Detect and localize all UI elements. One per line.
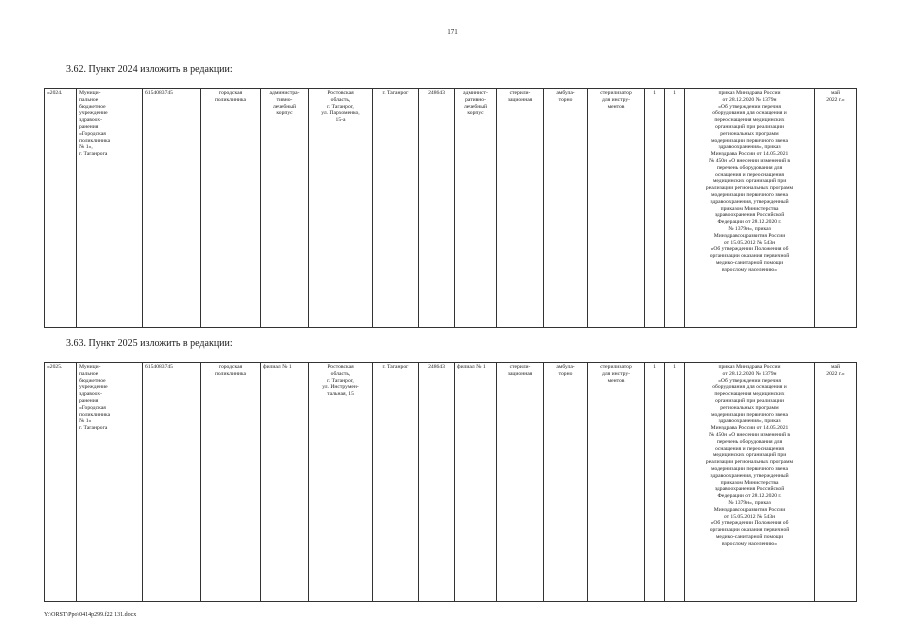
cell-unit-2: админист- ративно- лечебный корпус — [455, 89, 497, 328]
cell-unit: администра- тивно- лечебный корпус — [261, 89, 309, 328]
cell-quantity-1: 1 — [645, 363, 665, 602]
cell-quantity-2: 1 — [665, 363, 685, 602]
cell-number: «2024. — [45, 89, 77, 328]
table-item-2024 — [44, 88, 857, 328]
section-heading-2024: 3.62. Пункт 2024 изложить в редакции: — [66, 64, 233, 75]
cell-organization: Муници- пальное бюджетное учреждение здравоох- ранения «Городская поликлиника № 1» г. Таганрога — [77, 363, 143, 602]
cell-city: г. Таганрог — [373, 363, 419, 602]
cell-org-type: городская поликлиника — [201, 89, 261, 328]
cell-number: «2025. — [45, 363, 77, 602]
cell-department: стерили- зационная — [497, 363, 544, 602]
cell-quantity-1: 1 — [645, 89, 665, 328]
cell-organization: Муници- пальное бюджетное учреждение здравоох- ранения «Городская поликлиника № 1», г. Таганрога — [77, 89, 143, 328]
cell-care-form: амбула- торно — [544, 363, 588, 602]
cell-code: 248643 — [419, 363, 455, 602]
cell-city: г. Таганрог — [373, 89, 419, 328]
cell-legal-basis: приказ Минздрава России от 28.12.2020 № 1379н «Об утверждении перечня оборудования для оснащения и переоснащения медицинских организаций при реализации региональных программ модернизации первичного звена здравоохранения», приказ Минздрава России от 14.05.2021 № 450н «О внесении изменений в перечень оборудования для оснащения и переоснащения медицинских организаций при реализации региональных программ модернизации первичного звена здравоохранения, утвержденный приказом Министерства здравоохранения Российской Федерации от 28.12.2020 г. № 1379н», приказ Минздравсоцразвития России от 15.05.2012 № 543н «Об утверждении Положения об организации оказания первичной медико-санитарной помощи взрослому населению» — [685, 363, 815, 602]
file-path-footer: Y:\ORST\Ppo\0414p299.f22 131.docx — [44, 612, 137, 618]
cell-date: май 2022 г.» — [815, 363, 857, 602]
cell-department: стерили- зационная — [497, 89, 544, 328]
cell-unit: филиал № 1 — [261, 363, 309, 602]
cell-quantity-2: 1 — [665, 89, 685, 328]
cell-code: 248643 — [419, 89, 455, 328]
cell-address: Ростовская область, г. Таганрог, ул. Пархоменко, 15-а — [309, 89, 373, 328]
section-heading-2025: 3.63. Пункт 2025 изложить в редакции: — [66, 338, 233, 349]
table-row — [45, 89, 857, 328]
cell-inn: 6154083745 — [143, 363, 201, 602]
cell-date: май 2022 г.» — [815, 89, 857, 328]
cell-equipment: стерилизатор для инстру- ментов — [588, 363, 645, 602]
cell-care-form: амбула- торно — [544, 89, 588, 328]
cell-legal-basis: приказ Минздрава России от 28.12.2020 № 1379н «Об утверждении перечня оборудования для оснащения и переоснащения медицинских организаций при реализации региональных программ модернизации первичного звена здравоохранения», приказ Минздрава России от 14.05.2021 № 450н «О внесении изменений в перечень оборудования для оснащения и переоснащения медицинских организаций при реализации региональных программ модернизации первичного звена здравоохранения, утвержденный приказом Министерства здравоохранения Российской Федерации от 28.12.2020 г. № 1379н», приказ Минздравсоцразвития России от 15.05.2012 № 543н «Об утверждении Положения об организации оказания первичной медико-санитарной помощи взрослому населению» — [685, 89, 815, 328]
cell-unit-2: филиал № 1 — [455, 363, 497, 602]
page-number: 171 — [447, 28, 458, 36]
table-item-2025 — [44, 362, 857, 602]
cell-inn: 6154083745 — [143, 89, 201, 328]
cell-equipment: стерилизатор для инстру- ментов — [588, 89, 645, 328]
cell-org-type: городская поликлиника — [201, 363, 261, 602]
cell-address: Ростовская область, г. Таганрог, ул. Инструмен- тальная, 15 — [309, 363, 373, 602]
table-row — [45, 363, 857, 602]
